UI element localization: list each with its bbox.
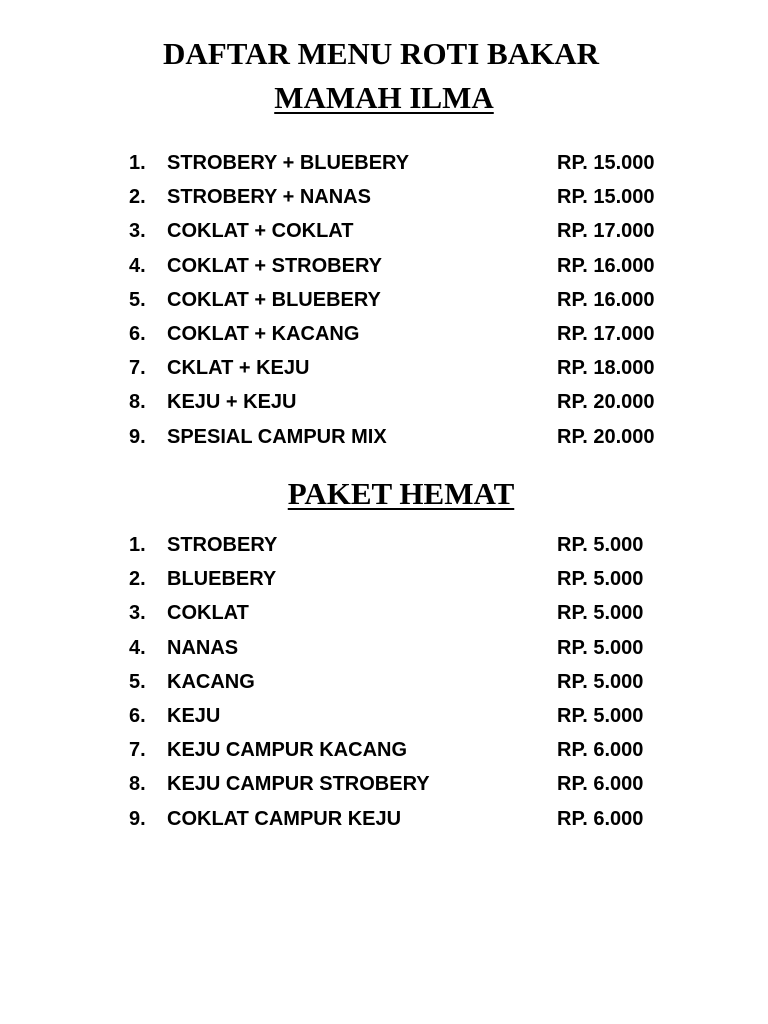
item-name: CKLAT + KEJU: [167, 357, 310, 380]
list-item: [0, 149, 768, 183]
item-number: 6.: [129, 322, 146, 345]
item-price: RP. 15.000: [557, 152, 655, 174]
item-name: STROBERY + NANAS: [167, 186, 371, 209]
list-item: [0, 599, 768, 633]
list-item: [0, 286, 768, 320]
item-price: RP. 5.000: [557, 670, 644, 693]
item-number: 7.: [129, 739, 146, 762]
item-name: KEJU CAMPUR STROBERY: [167, 773, 430, 796]
section-title: PAKET HEMAT: [287, 476, 515, 511]
item-price: RP. 5.000: [557, 568, 644, 591]
item-name: BLUEBERY: [167, 568, 277, 591]
item-price: RP. 20.000: [557, 391, 655, 414]
item-number: 6.: [129, 704, 146, 727]
item-number: 8.: [129, 773, 146, 796]
item-price: RP. 20.000: [557, 425, 655, 448]
item-number: 7.: [129, 357, 146, 380]
list-item: [0, 668, 768, 702]
item-name: COKLAT CAMPUR KEJU: [167, 807, 402, 830]
item-name: COKLAT + COKLAT: [167, 220, 354, 243]
list-item: [0, 531, 768, 565]
item-price: RP. 18.000: [557, 357, 655, 380]
shop-name: MAMAH ILMA: [274, 80, 494, 115]
item-name: KACANG: [167, 670, 255, 693]
item-number: 3.: [129, 220, 146, 243]
item-name: COKLAT + STROBERY: [167, 254, 383, 277]
item-price: RP. 6.000: [557, 739, 644, 762]
item-name: COKLAT + KACANG: [167, 322, 360, 345]
item-price: RP. 6.000: [557, 807, 644, 830]
item-price: RP. 6.000: [557, 773, 644, 796]
item-number: 9.: [129, 425, 146, 448]
item-number: 1.: [129, 534, 146, 556]
item-price: RP. 15.000: [557, 186, 655, 209]
item-name: KEJU + KEJU: [167, 391, 297, 414]
list-item: [0, 702, 768, 736]
list-item: [0, 252, 768, 286]
list-item: [0, 736, 768, 770]
item-price: RP. 17.000: [557, 220, 655, 243]
list-item: [0, 423, 768, 457]
item-name: COKLAT: [167, 602, 249, 625]
menu-list: [0, 149, 768, 457]
list-item: [0, 183, 768, 217]
item-name: STROBERY + BLUEBERY: [167, 152, 410, 174]
item-name: KEJU CAMPUR KACANG: [167, 739, 408, 762]
item-price: RP. 5.000: [557, 704, 644, 727]
item-price: RP. 17.000: [557, 322, 655, 345]
item-number: 5.: [129, 670, 146, 693]
item-number: 1.: [129, 152, 146, 174]
item-number: 3.: [129, 602, 146, 625]
list-item: [0, 805, 768, 839]
list-item: [0, 634, 768, 668]
item-name: STROBERY: [167, 534, 278, 556]
item-price: RP. 16.000: [557, 288, 655, 311]
item-name: COKLAT + BLUEBERY: [167, 288, 381, 311]
list-item: [0, 388, 768, 422]
item-price: RP. 5.000: [557, 636, 644, 659]
item-number: 5.: [129, 288, 146, 311]
item-number: 9.: [129, 807, 146, 830]
item-number: 2.: [129, 186, 146, 209]
item-price: RP. 16.000: [557, 254, 655, 277]
item-number: 4.: [129, 254, 146, 277]
item-number: 2.: [129, 568, 146, 591]
paket-list: [0, 531, 768, 839]
item-price: RP. 5.000: [557, 534, 644, 556]
list-item: [0, 565, 768, 599]
item-name: SPESIAL CAMPUR MIX: [167, 425, 387, 448]
item-number: 8.: [129, 391, 146, 414]
list-item: [0, 217, 768, 251]
item-price: RP. 5.000: [557, 602, 644, 625]
item-number: 4.: [129, 636, 146, 659]
list-item: [0, 320, 768, 354]
item-name: NANAS: [167, 636, 239, 659]
list-item: [0, 770, 768, 804]
item-name: KEJU: [167, 704, 221, 727]
list-item: [0, 354, 768, 388]
page-title: DAFTAR MENU ROTI BAKAR: [162, 36, 599, 71]
